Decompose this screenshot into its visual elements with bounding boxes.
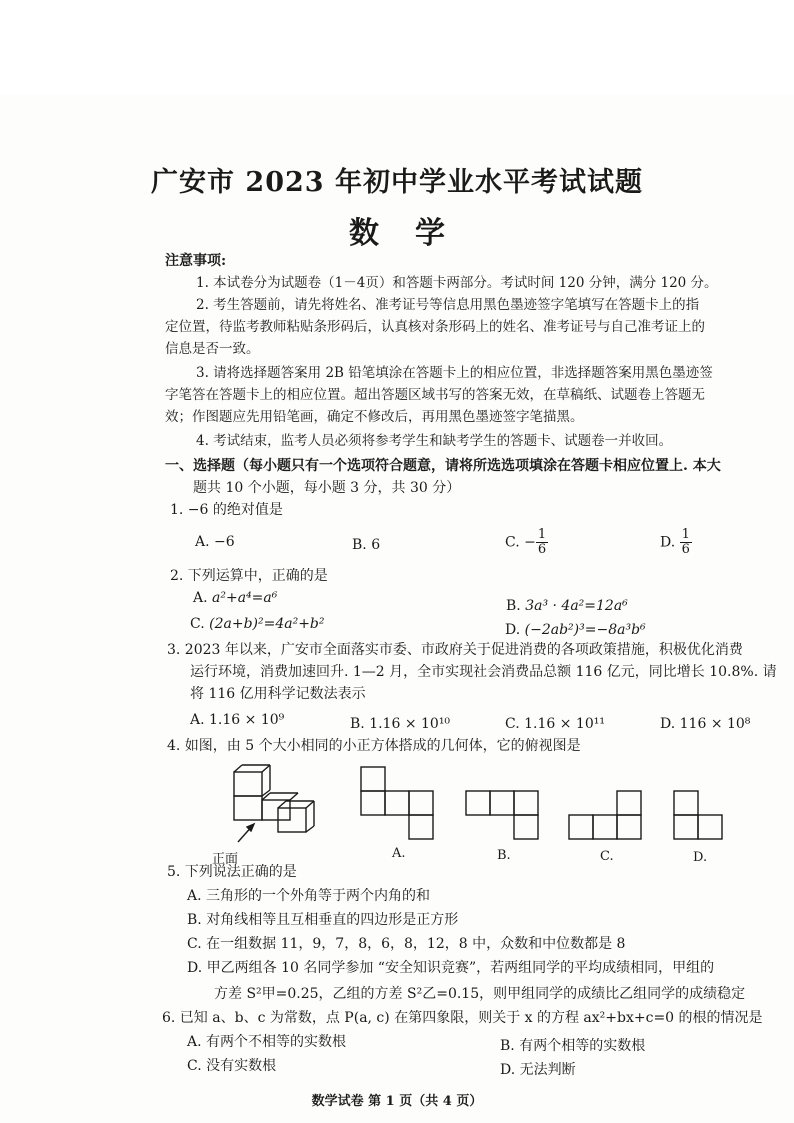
q5-option-d: D. 甲乙两组各 10 名同学参加 “安全知识竞赛”，若两组同学的平均成绩相同，甲组的 (187, 960, 715, 976)
q4-option-a-figure (358, 764, 448, 846)
exam-subject: 数学 (349, 216, 481, 251)
q5-option-d-cont: 方差 S²甲=0.25，乙组的方差 S²乙=0.15，则甲组同学的成绩比乙组同学的成绩稳定 (214, 986, 746, 1002)
q3-option-c: C. 1.16 × 10¹¹ (505, 716, 605, 732)
section-heading-cont: 题共 10 个小题，每小题 3 分，共 30 分） (193, 480, 461, 496)
q3-option-b: B. 1.16 × 10¹⁰ (350, 716, 451, 732)
page-footer: 数学试卷 第 1 页（共 4 页） (311, 1094, 483, 1109)
q3-option-a: A. 1.16 × 10⁹ (190, 712, 285, 728)
notice-line: 效；作图题应先用铅笔画，确定不修改后，再用黑色墨迹签字笔描黑。 (165, 409, 584, 425)
q2-option-a: A. a²+a⁴=a⁶ (193, 590, 278, 606)
front-label: 正面 (212, 852, 239, 867)
q4-solid-figure (222, 760, 342, 860)
q4-option-a: A. (392, 846, 406, 861)
q3-option-d: D. 116 × 10⁸ (660, 716, 751, 732)
notice-line: 4. 考试结束，监考人员必须将参考学生和缺考学生的答题卡、试题卷一并收回。 (196, 433, 673, 449)
question-3-line: 运行环境，消费加速回升. 1—2 月，全市实现社会消费品总额 116 亿元，同比增长 10.8%. 请 (190, 664, 777, 680)
q4-option-b-figure (463, 788, 553, 848)
q2-option-d: D. (−2ab²)³=−8a³b⁶ (505, 622, 646, 638)
exam-title: 广安市 2023 年初中学业水平考试试题 (151, 167, 643, 198)
notice-line: 信息是否一致。 (165, 341, 260, 357)
question-4: 4. 如图，由 5 个大小相同的小正方体搭成的几何体，它的俯视图是 (167, 738, 581, 754)
q5-option-a: A. 三角形的一个外角等于两个内角的和 (187, 888, 431, 904)
notice-line: 3. 请将选择题答案用 2B 铅笔填涂在答题卡上的相应位置，非选择题答案用黑色墨迹签 (196, 365, 713, 381)
q4-option-c: C. (600, 849, 614, 864)
section-heading: 一、选择题（每小题只有一个选项符合题意，请将所选选项填涂在答题卡相应位置上. 本大 (165, 458, 721, 474)
q6-option-b: B. 有两个相等的实数根 (500, 1038, 646, 1054)
top-margin (0, 0, 794, 95)
q4-option-b: B. (497, 848, 511, 863)
q2-option-b: B. 3a³ · 4a²=12a⁶ (506, 598, 628, 614)
notice-line: 2. 考生答题前，请先将姓名、准考证号等信息用黑色墨迹签字笔填写在答题卡上的指 (196, 297, 700, 313)
q6-option-a: A. 有两个不相等的实数根 (187, 1034, 347, 1050)
q1-option-b: B. 6 (352, 537, 381, 553)
question-5: 5. 下列说法正确的是 (167, 864, 297, 880)
q5-option-b: B. 对角线相等且互相垂直的四边形是正方形 (187, 912, 459, 928)
q2-option-c: C. (2a+b)²=4a²+b² (190, 616, 325, 632)
question-6: 6. 已知 a、b、c 为常数，点 P(a, c) 在第四象限，则关于 x 的方程 ax²+bx+c=0 的根的情况是 (162, 1010, 763, 1026)
q4-option-d: D. (693, 850, 708, 865)
notice-line: 定位置，待监考教师粘贴条形码后，认真核对条形码上的姓名、准考证号与自己准考证上的 (165, 319, 705, 335)
notice-line: 字笔答在答题卡上的相应位置。超出答题区域书写的答案无效，在草稿纸、试题卷上答题无 (165, 387, 705, 403)
question-3-line: 3. 2023 年以来，广安市全面落实市委、市政府关于促进消费的各项政策措施，积极优化消费 (167, 642, 743, 658)
q4-option-c-figure (566, 788, 656, 848)
question-2: 2. 下列运算中，正确的是 (170, 568, 328, 584)
question-1: 1. −6 的绝对值是 (170, 502, 283, 518)
q1-option-d: D. $\frac{1}{6}$ (660, 527, 690, 557)
notice-line: 1. 本试卷分为试题卷（1－4页）和答题卡两部分。考试时间 120 分钟，满分 120 分。 (196, 275, 718, 291)
notice-heading: 注意事项: (165, 253, 227, 269)
q4-option-d-figure (671, 788, 731, 848)
q5-option-c: C. 在一组数据 11，9，7，8，6，8，12，8 中，众数和中位数都是 8 (187, 936, 626, 952)
q1-option-c: C. − $\frac{1}{6}$ (505, 527, 547, 557)
question-3-line: 将 116 亿用科学记数法表示 (190, 686, 366, 702)
q1-option-a: A. −6 (195, 534, 235, 550)
q6-option-c: C. 没有实数根 (187, 1058, 277, 1074)
q6-option-d: D. 无法判断 (500, 1062, 576, 1078)
